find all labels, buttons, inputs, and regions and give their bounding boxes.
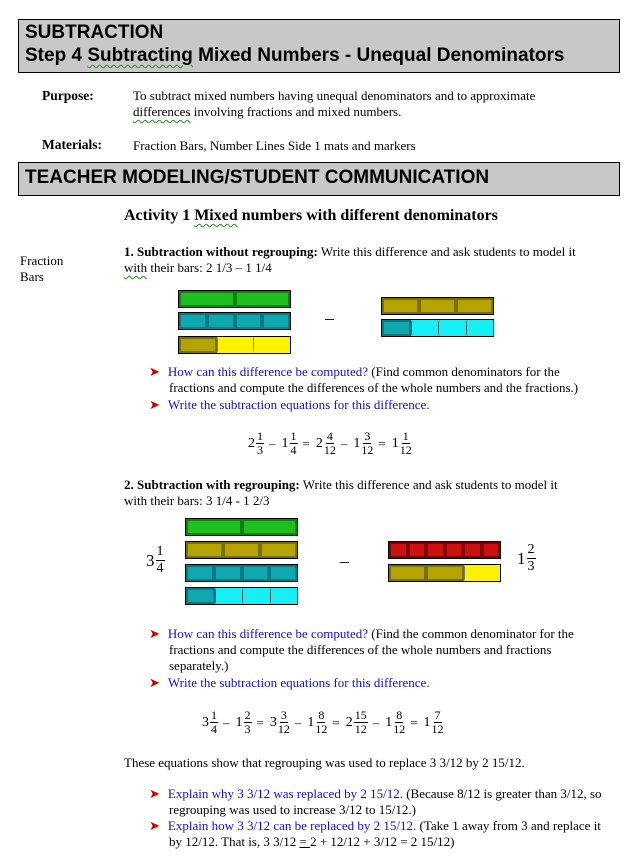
fraction-bar-thirds-two bbox=[388, 564, 501, 582]
explain-why: ➤ Explain why 3 3/12 was replaced by 2 15/12. (Because 8/12 is greater than 3/12, so regrouping was used to increase 3/12 to 15/12.) bbox=[149, 786, 602, 817]
part1-question-compute: ➤ How can this difference be computed? (Find common denominators for the fractions and compute the differences of the whole numbers and the fractions.) bbox=[149, 364, 579, 395]
fraction-bar-quarters-one-2 bbox=[185, 587, 298, 605]
minus-sign-2: – bbox=[340, 551, 349, 571]
fraction-bar-sixths-red bbox=[388, 541, 501, 559]
purpose-label: Purpose: bbox=[42, 88, 94, 103]
fraction-bar-thirds-olive bbox=[381, 297, 494, 315]
part2-right-mixed-number: 1 $\frac{2}{3}$ bbox=[517, 542, 535, 574]
title-banner bbox=[18, 19, 620, 73]
part2-question-equations: ➤ Write the subtraction equations for this difference. bbox=[149, 675, 430, 690]
minus-sign: – bbox=[325, 308, 334, 328]
part2-equation: 3 $\frac{1}{4}$ – 1 $\frac{2}{3}$ = 3 $\frac{3}{12}$ – 1 $\frac{8}{12}$ = 2 $\frac{15}{12}$ – 1 $\frac{8}{12}$ = 1 $\frac{7}{12}$ bbox=[202, 708, 444, 736]
part1-heading: 1. Subtraction without regrouping: Write this difference and ask students to model it with their bars: 2 1/3 – 1 1/4 bbox=[124, 244, 576, 275]
materials-text: Fraction Bars, Number Lines Side 1 mats and markers bbox=[133, 138, 416, 153]
fraction-bar-halves-green-2 bbox=[185, 518, 298, 536]
section-title: TEACHER MODELING/STUDENT COMMUNICATION bbox=[25, 167, 490, 188]
part1-question-equations: ➤ Write the subtraction equations for this difference. bbox=[149, 397, 430, 412]
materials-label: Materials: bbox=[42, 137, 102, 152]
section-banner bbox=[18, 162, 620, 196]
step-title: Step 4 Subtracting Mixed Numbers - Unequal Denominators bbox=[25, 45, 565, 66]
part2-question-compute: ➤ How can this difference be computed? (Find the common denominator for the fractions and compute the differences of the whole numbers and fractions separately.) bbox=[149, 626, 574, 673]
fraction-bar-quarters-teal bbox=[178, 312, 291, 330]
fraction-bar-thirds-olive-2 bbox=[185, 541, 298, 559]
purpose-text: To subtract mixed numbers having unequal denominators and to approximate differences involving fractions and mixed numbers. bbox=[133, 88, 536, 119]
regroup-note: These equations show that regrouping was used to replace 3 3/12 by 2 15/12. bbox=[124, 755, 525, 770]
fraction-bar-thirds-one bbox=[178, 336, 291, 354]
part2-heading: 2. Subtraction with regrouping: Write this difference and ask students to model it with their bars: 3 1/4 - 1 2/3 bbox=[124, 477, 558, 508]
unit-title: SUBTRACTION bbox=[25, 22, 164, 43]
fraction-bar-quarters-teal-2 bbox=[185, 564, 298, 582]
part2-left-mixed-number: 3 $\frac{1}{4}$ bbox=[146, 544, 164, 576]
side-label: Fraction Bars bbox=[20, 253, 64, 284]
explain-how: ➤ Explain how 3 3/12 can be replaced by 2 15/12. (Take 1 away from 3 and replace it by 12/12. That is, 3 3/12 = 2 + 12/12 + 3/12 = 2 15/12) bbox=[149, 818, 601, 849]
fraction-bar-quarters-one bbox=[381, 319, 494, 337]
fraction-bar-halves-green bbox=[178, 290, 291, 308]
part1-equation: 2 $\frac{1}{3}$ – 1 $\frac{1}{4}$ = 2 $\frac{4}{12}$ – 1 $\frac{3}{12}$ = 1 $\frac{1}{12}$ bbox=[248, 429, 412, 457]
activity-title: Activity 1 Mixed numbers with different denominators bbox=[124, 207, 498, 224]
